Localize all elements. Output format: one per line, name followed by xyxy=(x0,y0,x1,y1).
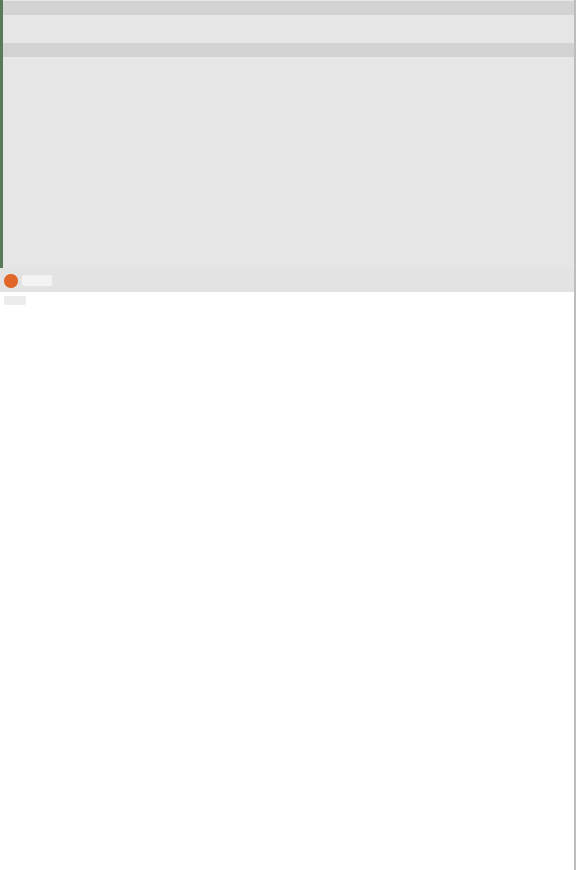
selected-row-highlight xyxy=(3,43,574,57)
hero-stats-panel xyxy=(0,0,576,268)
player-rank-badge xyxy=(4,274,18,288)
player-alias-redacted xyxy=(4,296,26,305)
player-header-bar xyxy=(0,268,576,292)
header-row-highlight xyxy=(3,1,574,15)
panel-accent-bar xyxy=(0,0,3,268)
player-name-redacted xyxy=(22,275,52,286)
